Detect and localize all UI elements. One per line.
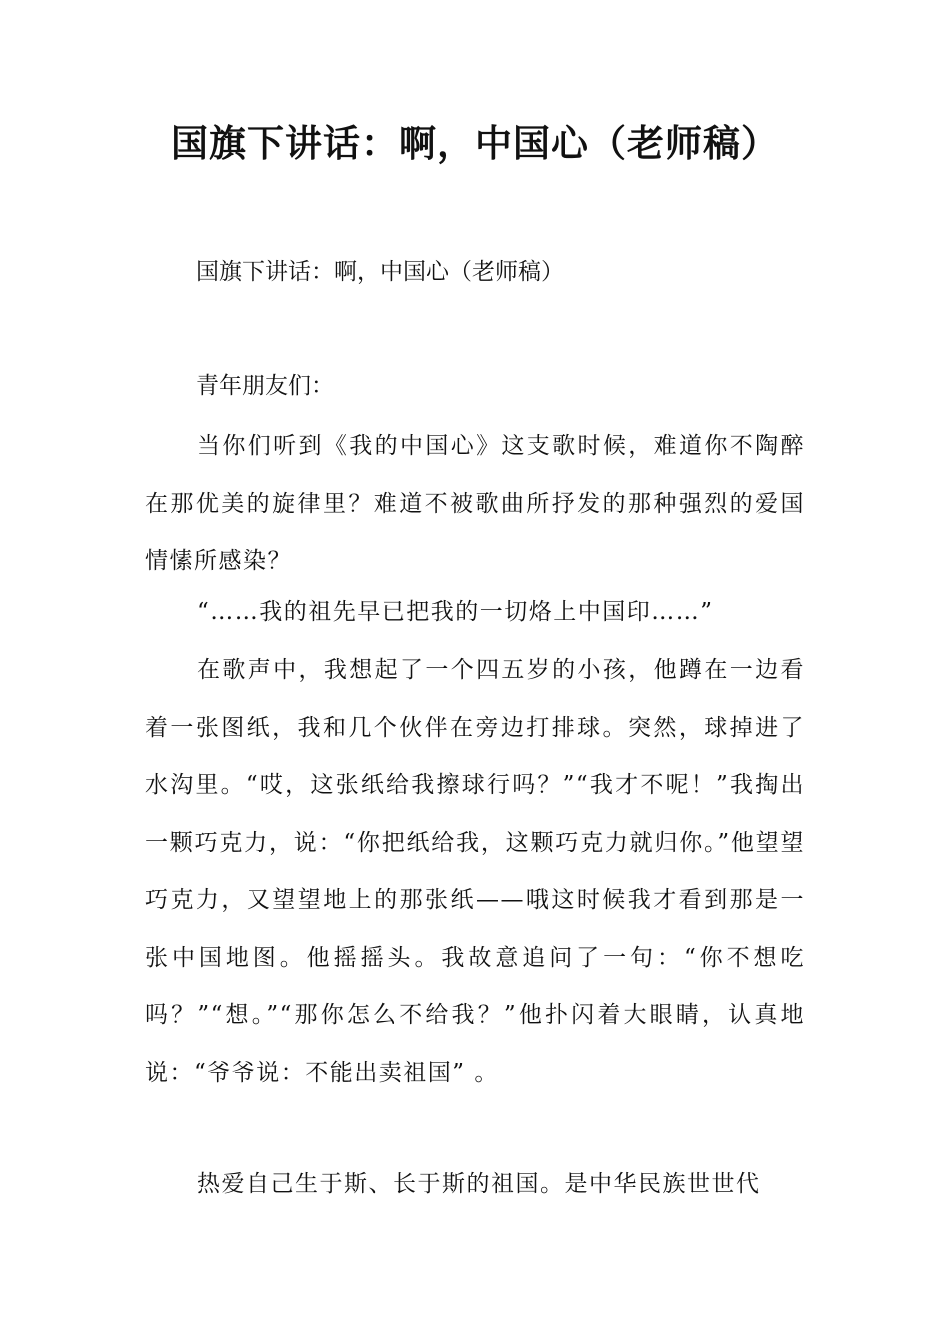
paragraph: 在歌声中，我想起了一个四五岁的小孩，他蹲在一边看着一张图纸，我和几个伙伴在旁边打排球。突然，球掉进了水沟里。“哎，这张纸给我擦球行吗？”“我才不呢！”我掏出一颗巧克力，说：“你把纸给我，这颗巧克力就归你。”他望望巧克力，又望望地上的那张纸——哦这时候我才看到那是一张中国地图。他摇摇头。我故意追问了一句：“你不想吃吗？”“想。”“那你怎么不给我？”他扑闪着大眼睛，认真地说：“爷爷说：不能出卖祖国” 。 — [145, 657, 805, 1086]
document-title: 国旗下讲话：啊，中国心（老师稿） — [171, 122, 779, 165]
salutation: 青年朋友们： — [196, 373, 334, 399]
paragraph: 热爱自己生于斯、长于斯的祖国。是中华民族世世代 — [197, 1171, 761, 1197]
paragraph: “……我的祖先早已把我的一切烙上中国印……” — [197, 599, 714, 625]
document-subtitle: 国旗下讲话：啊，中国心（老师稿） — [196, 259, 564, 285]
paragraph: 当你们听到《我的中国心》这支歌时候，难道你不陶醉在那优美的旋律里？难道不被歌曲所抒发的那种强烈的爱国情愫所感染？ — [145, 433, 805, 574]
